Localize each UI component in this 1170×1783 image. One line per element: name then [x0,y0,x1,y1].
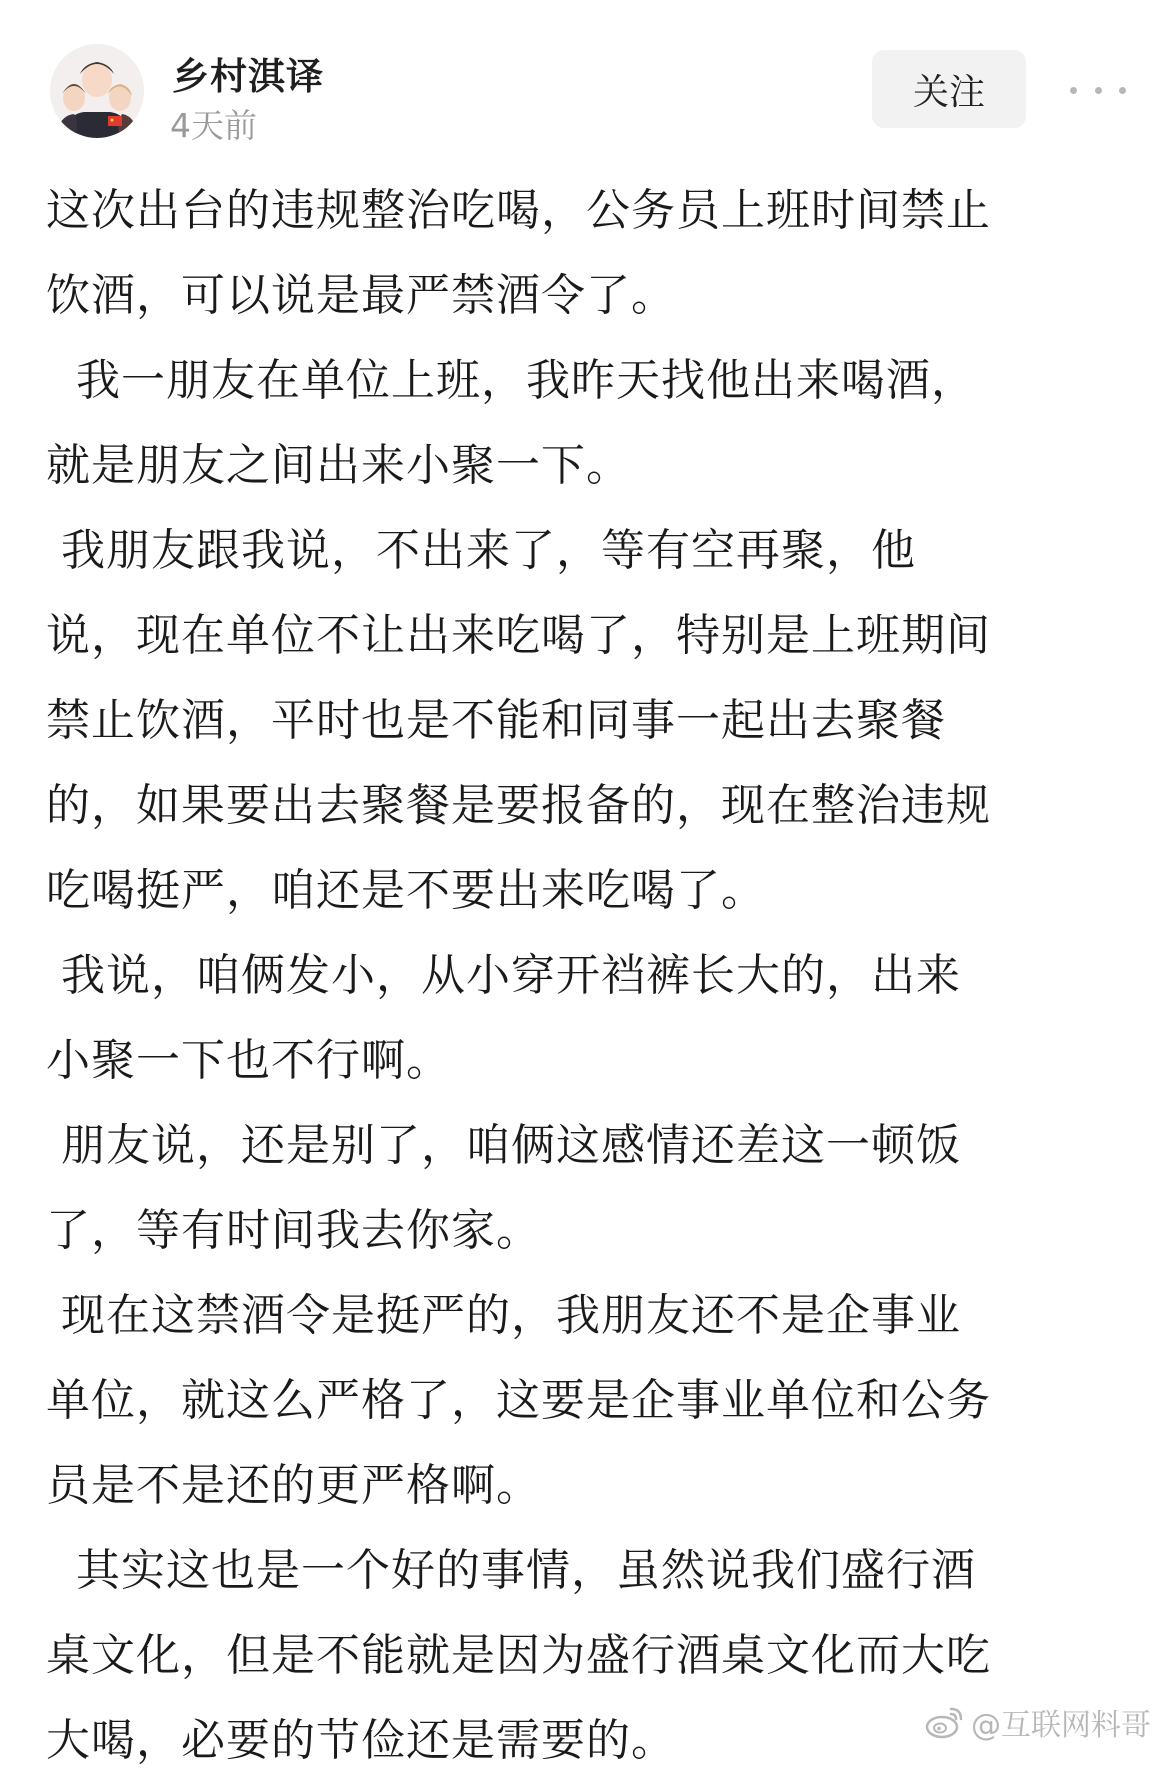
weibo-icon [925,1705,965,1739]
post-text-line: 就是朋友之间出来小聚一下。 [46,440,631,491]
avatar-illustration-icon [50,44,144,138]
post-content [46,168,1136,1783]
author-name[interactable]: 乡村淇译 [172,55,324,98]
post-text-line: 我说，咱俩发小，从小穿开裆裤长大的，出来 [46,950,961,1001]
post-text-line: 单位，就这么严格了，这要是企事业单位和公务 [46,1375,991,1426]
post-text-line: 吃喝挺严，咱还是不要出来吃喝了。 [46,865,766,916]
post-text-line: 说，现在单位不让出来吃喝了，特别是上班期间 [46,610,991,661]
post-text-line: 我一朋友在单位上班，我昨天找他出来喝酒， [46,355,976,406]
follow-button[interactable]: 关注 [872,50,1026,128]
post-timestamp: 4天前 [170,106,257,145]
post-header [0,0,1170,150]
post-text-line: 的，如果要出去聚餐是要报备的，现在整治违规 [46,780,991,831]
post-text-line: 我朋友跟我说，不出来了，等有空再聚，他 [46,525,916,576]
post-text-line: 员是不是还的更严格啊。 [46,1460,541,1511]
post-text-line: 禁止饮酒，平时也是不能和同事一起出去聚餐 [46,695,946,746]
more-options-icon[interactable] [1070,68,1126,112]
post-text-line: 了，等有时间我去你家。 [46,1205,541,1256]
post-text-line: 小聚一下也不行啊。 [46,1035,451,1086]
dot [1070,87,1077,94]
post-text-line: 饮酒，可以说是最严禁酒令了。 [46,270,676,321]
watermark [925,1700,1157,1744]
dot [1095,87,1102,94]
post-text-line: 现在这禁酒令是挺严的，我朋友还不是企事业 [46,1290,961,1341]
post-text-line: 其实这也是一个好的事情，虽然说我们盛行酒 [46,1545,976,1596]
post-text-line: 朋友说，还是别了，咱俩这感情还差这一顿饭 [46,1120,961,1171]
post-text-line: 这次出台的违规整治吃喝，公务员上班时间禁止 [46,185,991,236]
post-text-line: 桌文化，但是不能就是因为盛行酒桌文化而大吃 [46,1630,991,1681]
dot [1119,87,1126,94]
watermark-text: @互联网料哥 [971,1708,1151,1743]
post-text-line: 大喝，必要的节俭还是需要的。 [46,1715,676,1766]
avatar[interactable] [50,44,144,138]
